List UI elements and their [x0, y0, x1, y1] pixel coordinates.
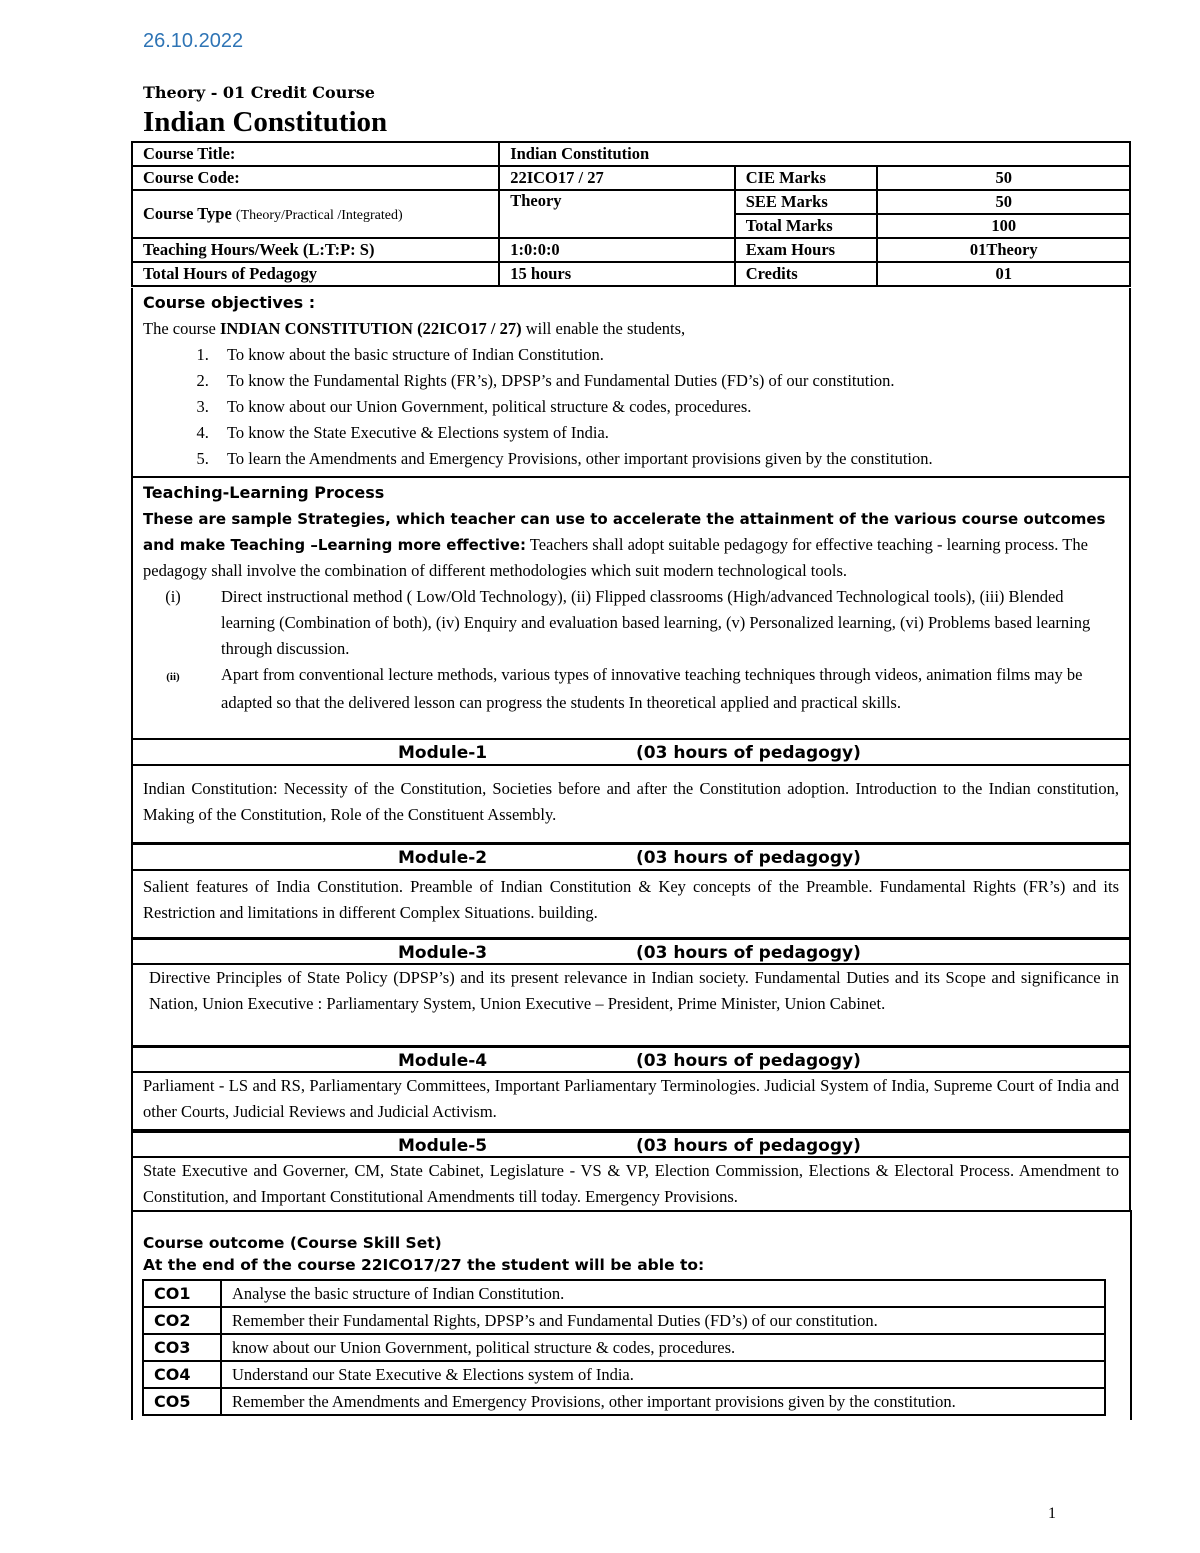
objectives-heading: Course objectives :: [143, 293, 316, 312]
outcome-code: CO5: [143, 1388, 221, 1415]
table-row: [143, 1361, 1105, 1388]
module-1-content: Indian Constitution: Necessity of the Constitution, Societies before and after the Constitution adoption. Introduction to the Indian constitution, Making of the Constitution, Role of the Constituent Assembly.: [131, 766, 1131, 844]
total-marks-value: 100: [877, 214, 1130, 238]
list-item: 3. To know about our Union Government, political structure & codes, procedures.: [213, 394, 1119, 420]
course-title-value: Indian Constitution: [499, 142, 1130, 166]
list-item: 2. To know the Fundamental Rights (FR’s), DPSP’s and Fundamental Duties (FD’s) of our constitution.: [213, 368, 1119, 394]
list-item: 1. To know about the basic structure of Indian Constitution.: [213, 342, 1119, 368]
module-2-header: Module-2 (03 hours of pedagogy): [131, 843, 1131, 871]
teaching-learning-section: [131, 476, 1131, 740]
table-row: [143, 1307, 1105, 1334]
table-row: [143, 1280, 1105, 1307]
objectives-list: [143, 342, 1119, 472]
outcome-text: Understand our State Executive & Elections system of India.: [221, 1361, 1105, 1388]
outcome-code: CO2: [143, 1307, 221, 1334]
course-subtitle: Theory - 01 Credit Course: [143, 83, 375, 102]
pedagogy-hours-value: 15 hours: [499, 262, 735, 286]
tlp-paragraph: These are sample Strategies, which teacher can use to accelerate the attainment of the various course outcomes and make Teaching –Learning more effective: Teachers shall adopt suitable pedagogy for effective teaching - learning process. The pedagogy shall involve the combination of different methodologies which suit modern technological tools.: [143, 510, 1106, 580]
see-value: 50: [877, 190, 1130, 214]
outcome-text: Remember the Amendments and Emergency Provisions, other important provisions given by the constitution.: [221, 1388, 1105, 1415]
exam-hours-value: 01Theory: [877, 238, 1130, 262]
outcome-code: CO4: [143, 1361, 221, 1388]
objectives-intro: The course INDIAN CONSTITUTION (22ICO17 / 27) will enable the students,: [143, 319, 686, 338]
credits-value: 01: [877, 262, 1130, 286]
outcome-heading: Course outcome (Course Skill Set): [143, 1234, 442, 1252]
cie-label: CIE Marks: [735, 166, 878, 190]
course-objectives-section: [131, 288, 1131, 478]
total-marks-label: Total Marks: [735, 214, 878, 238]
module-2-content: Salient features of India Constitution. Preamble of Indian Constitution & Key concepts of the Preamble. Fundamental Rights (FR’s) and its Restriction and limitations in different Complex Situations. building.: [131, 871, 1131, 939]
see-label: SEE Marks: [735, 190, 878, 214]
course-type-note: (Theory/Practical /Integrated): [235, 208, 403, 223]
outcome-text: Remember their Fundamental Rights, DPSP’s and Fundamental Duties (FD’s) of our constitution.: [221, 1307, 1105, 1334]
course-outcome-table: [142, 1279, 1106, 1416]
module-3-content: Directive Principles of State Policy (DPSP’s) and its present relevance in Indian society. Fundamental Duties and its Scope and significance in Nation, Union Executive : Parliamentary System, Union Executive – President, Prime Minister, Union Cabinet.: [131, 965, 1131, 1047]
credits-label: Credits: [735, 262, 878, 286]
outcome-text: Analyse the basic structure of Indian Constitution.: [221, 1280, 1105, 1307]
tlp-heading: Teaching-Learning Process: [143, 483, 385, 502]
course-title-label: Course Title:: [132, 142, 499, 166]
pedagogy-hours-label: Total Hours of Pedagogy: [132, 262, 499, 286]
list-item: 5. To learn the Amendments and Emergency Provisions, other important provisions given by the constitution.: [213, 446, 1119, 472]
module-4-content: Parliament - LS and RS, Parliamentary Committees, Important Parliamentary Terminologies. Judicial System of India, Supreme Court of India and other Courts, Judicial Reviews and Judicial Activism.: [131, 1073, 1131, 1131]
course-type-label: Course Type: [143, 204, 232, 223]
page-number: 1: [1048, 1505, 1056, 1522]
course-type-value: Theory: [499, 190, 735, 238]
list-item: 4. To know the State Executive & Elections system of India.: [213, 420, 1119, 446]
page-title: Indian Constitution: [143, 106, 388, 138]
table-row: [143, 1334, 1105, 1361]
outcome-code: CO1: [143, 1280, 221, 1307]
outcome-lead: At the end of the course 22ICO17/27 the student will be able to:: [143, 1256, 705, 1274]
outcome-code: CO3: [143, 1334, 221, 1361]
course-info-table: [131, 141, 1131, 287]
teaching-hours-label: Teaching Hours/Week (L:T:P: S): [132, 238, 499, 262]
module-3-header: Module-3 (03 hours of pedagogy): [131, 938, 1131, 965]
cie-value: 50: [877, 166, 1130, 190]
tlp-point-i: (i) Direct instructional method ( Low/Old Technology), (ii) Flipped classrooms (High/advanced Technological tools), (iii) Blended learning (Combination of both), (iv) Enquiry and evaluation based learning, (v) Personalized learning, (vi) Problems based learning through discussion.: [165, 587, 1091, 658]
teaching-hours-value: 1:0:0:0: [499, 238, 735, 262]
module-1-header: Module-1 (03 hours of pedagogy): [131, 738, 1131, 766]
outcome-text: know about our Union Government, political structure & codes, procedures.: [221, 1334, 1105, 1361]
table-row: [143, 1388, 1105, 1415]
course-type-cell: [132, 190, 499, 238]
tlp-point-ii: (ii) Apart from conventional lecture methods, various types of innovative teaching techniques through videos, animation films may be adapted so that the delivered lesson can progress the students In theoretical applied and practical skills.: [166, 665, 1083, 712]
exam-hours-label: Exam Hours: [735, 238, 878, 262]
course-code-value: 22ICO17 / 27: [499, 166, 735, 190]
module-5-content: State Executive and Governer, CM, State Cabinet, Legislature - VS & VP, Election Commission, Elections & Electoral Process. Amendment to Constitution, and Important Constitutional Amendments till today. Emergency Provisions.: [131, 1158, 1131, 1212]
module-5-header: Module-5 (03 hours of pedagogy): [131, 1131, 1131, 1158]
course-code-label: Course Code:: [132, 166, 499, 190]
document-date: 26.10.2022: [143, 30, 244, 52]
module-4-header: Module-4 (03 hours of pedagogy): [131, 1046, 1131, 1073]
